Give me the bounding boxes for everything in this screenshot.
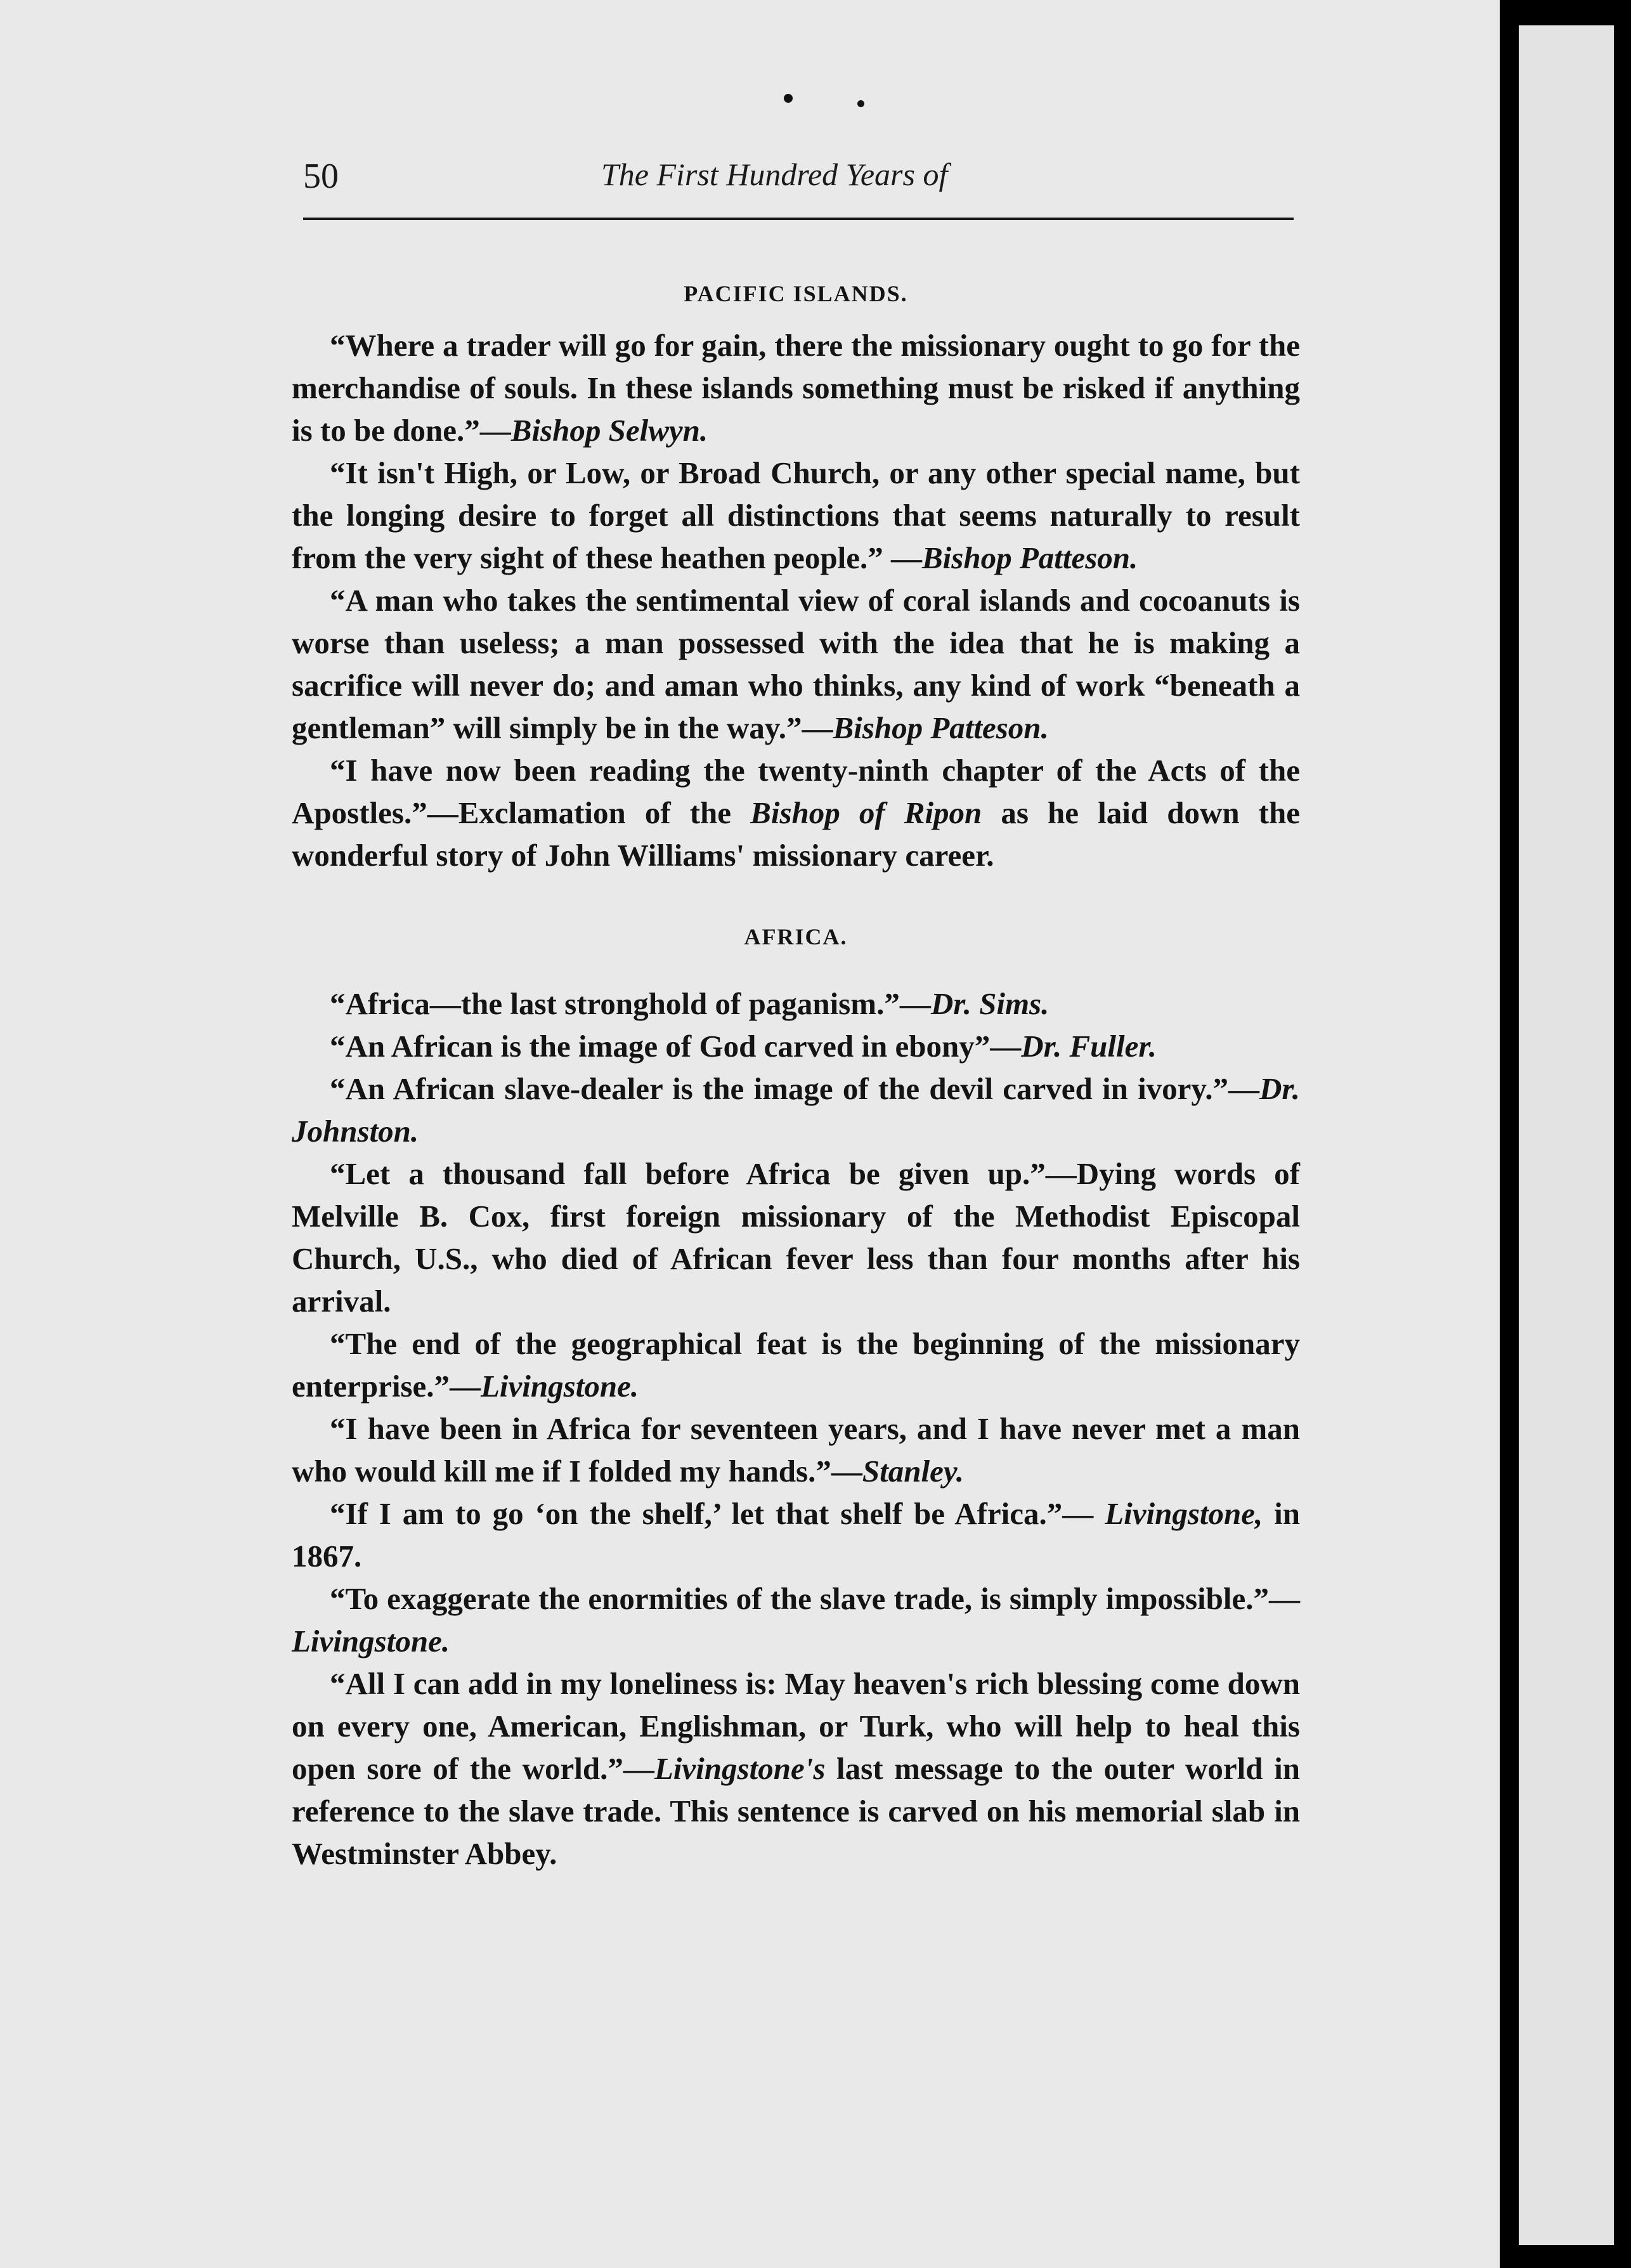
quote-attribution: Dr. Johnston. bbox=[292, 1071, 1300, 1149]
quote-paragraph bbox=[292, 579, 1300, 749]
quote-paragraph bbox=[292, 749, 1300, 877]
quote-text: “Let a thousand fall before Africa be given up.”—Dying words of Melville B. Cox, first foreign missionary of the Methodist Episcopal Church, U.S., who died of African fever less than four months after his arrival. bbox=[292, 1156, 1300, 1319]
quote-text: “It isn't High, or Low, or Broad Church, or any other special name, but the longing desire to forget all distinctions that seems naturally to result from the very sight of these heathen people.” — bbox=[292, 455, 1300, 575]
page-body bbox=[292, 273, 1300, 1875]
quote-paragraph bbox=[292, 324, 1300, 452]
quote-suffix: as he laid down the wonderful story of John Williams' missionary career. bbox=[292, 795, 1300, 873]
quote-attribution: Bishop Patteson. bbox=[833, 710, 1049, 745]
quote-text: “All I can add in my loneliness is: May heaven's rich blessing come down on every one, American, Englishman, or Turk, who will help to heal this open sore of the world.”— bbox=[292, 1666, 1300, 1786]
ink-speck-mark bbox=[784, 94, 793, 103]
quote-attribution: Bishop of Ripon bbox=[750, 795, 982, 830]
quote-paragraph bbox=[292, 982, 1300, 1025]
quote-attribution: Livingstone's bbox=[654, 1751, 826, 1786]
quote-text: “A man who takes the sentimental view of coral islands and cocoanuts is worse than useless; a man possessed with the idea that he is making a sacrifice will never do; and aman who thinks, any kind of work “beneath a gentleman” will simply be in the way.”— bbox=[292, 583, 1300, 745]
quote-text: “I have been in Africa for seventeen years, and I have never met a man who would kill me if I folded my hands.”— bbox=[292, 1411, 1300, 1489]
quote-attribution: Bishop Selwyn. bbox=[510, 413, 708, 448]
header-rule bbox=[303, 218, 1294, 220]
page-header bbox=[303, 152, 1294, 203]
running-title: The First Hundred Years of bbox=[601, 157, 948, 192]
section-heading: AFRICA. bbox=[744, 924, 848, 949]
quote-paragraph bbox=[292, 1025, 1300, 1067]
quote-attribution: Bishop Patteson. bbox=[921, 540, 1138, 575]
quote-attribution: Stanley. bbox=[862, 1454, 965, 1489]
quote-text: “The end of the geographical feat is the beginning of the missionary enterprise.”— bbox=[292, 1326, 1300, 1404]
quote-attribution: Dr. Fuller. bbox=[1021, 1029, 1157, 1064]
section-heading: PACIFIC ISLANDS. bbox=[684, 281, 908, 306]
quote-suffix: last message to the outer world in reference to the slave trade. This sentence is carved on his memorial slab in Westminster Abbey. bbox=[292, 1751, 1300, 1871]
page-number: 50 bbox=[303, 157, 339, 196]
quote-attribution: Livingstone. bbox=[481, 1369, 639, 1404]
quote-paragraph bbox=[292, 1152, 1300, 1322]
quote-paragraph bbox=[292, 1577, 1300, 1662]
quote-paragraph bbox=[292, 1662, 1300, 1875]
quote-text: “If I am to go ‘on the shelf,’ let that shelf be Africa.”— bbox=[330, 1496, 1105, 1531]
quote-paragraph bbox=[292, 1067, 1300, 1152]
quote-paragraph bbox=[292, 1492, 1300, 1577]
quote-text: “An African is the image of God carved in ebony”— bbox=[330, 1029, 1022, 1064]
quote-attribution: Livingstone, bbox=[1105, 1496, 1263, 1531]
adjacent-page-edge bbox=[1519, 25, 1614, 2245]
quote-text: “Where a trader will go for gain, there the missionary ought to go for the merchandise of souls. In these islands something must be risked if anything is to be done.”— bbox=[292, 328, 1300, 448]
quote-suffix: in 1867. bbox=[292, 1496, 1300, 1574]
section-pacific-islands bbox=[292, 273, 1300, 877]
quote-paragraph bbox=[292, 1407, 1300, 1492]
quote-attribution: Livingstone. bbox=[292, 1624, 450, 1659]
ink-speck-mark bbox=[857, 100, 864, 107]
quote-paragraph bbox=[292, 452, 1300, 579]
quote-paragraph bbox=[292, 1322, 1300, 1407]
quote-text: “I have now been reading the twenty-ninth chapter of the Acts of the Apostles.”—Exclamation of the bbox=[292, 753, 1300, 830]
quote-attribution: Dr. Sims. bbox=[930, 986, 1049, 1021]
quote-text: “Africa—the last stronghold of paganism.”— bbox=[330, 986, 931, 1021]
quote-text: “To exaggerate the enormities of the slave trade, is simply impossible.”— bbox=[330, 1581, 1300, 1616]
quote-text: “An African slave-dealer is the image of the devil carved in ivory.”— bbox=[330, 1071, 1259, 1106]
section-africa bbox=[292, 916, 1300, 1875]
